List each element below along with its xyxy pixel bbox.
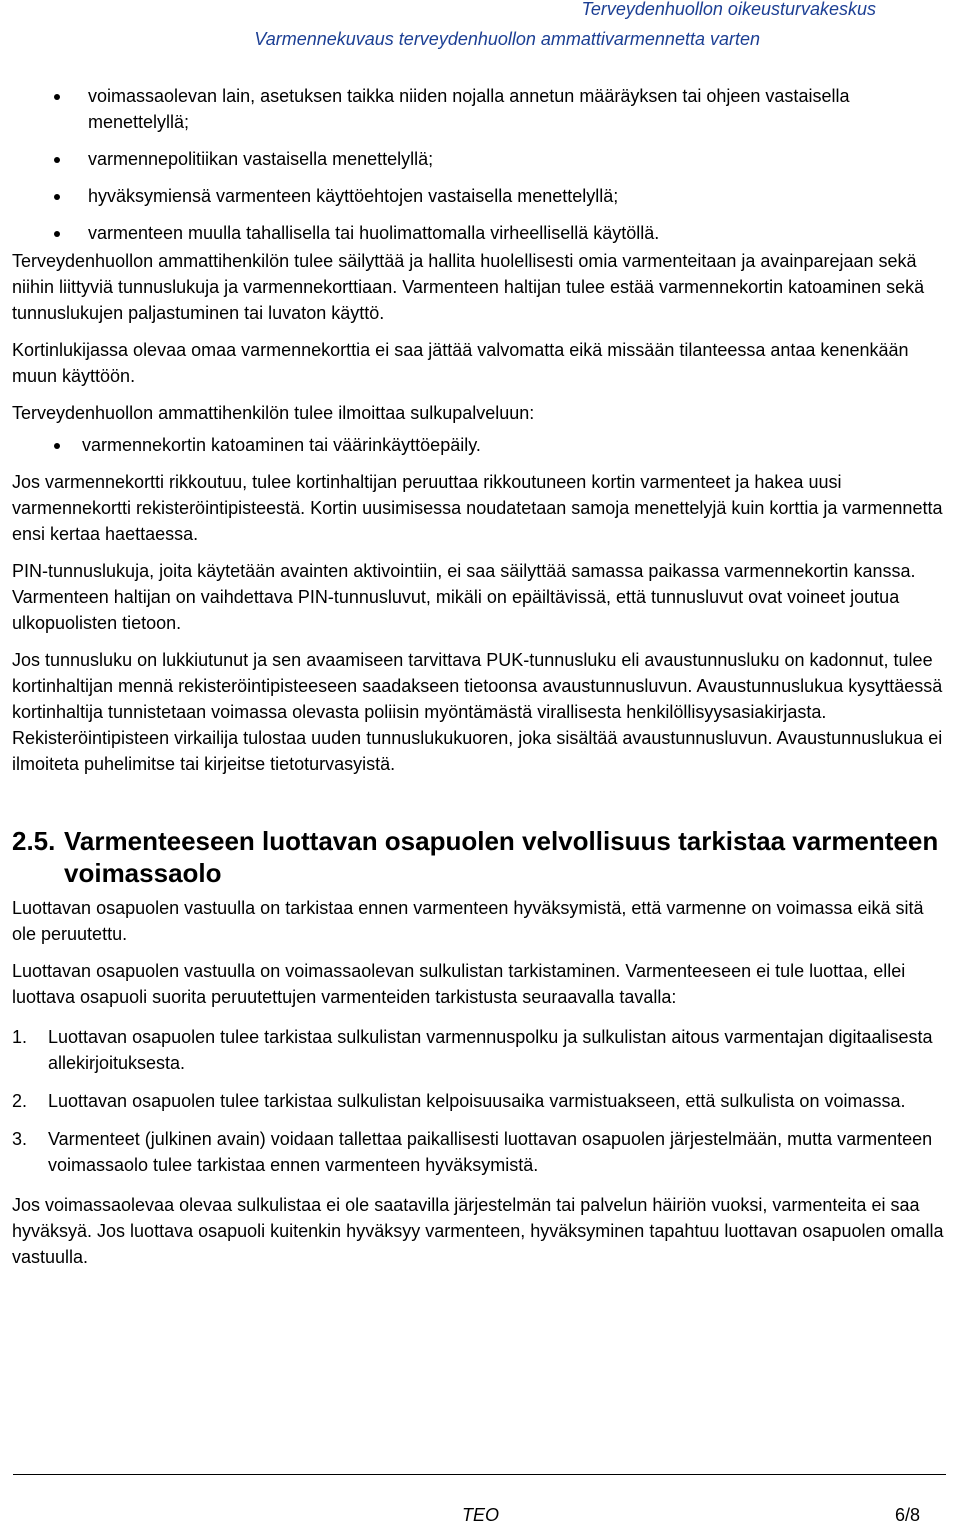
list-item-number: 2. [12, 1091, 28, 1111]
header-document-title: Varmennekuvaus terveydenhuollon ammattivarmennetta varten [254, 29, 760, 49]
bullet-icon [54, 157, 60, 163]
list-item [12, 83, 944, 135]
section-number: 2.5. [12, 826, 56, 856]
page-number: 6/8 [895, 1505, 921, 1525]
list-item-text: Luottavan osapuolen tulee tarkistaa sulkulistan varmennuspolku ja sulkulistan aitous varmentajan digitaalisesta allekirjoituksesta. [48, 1027, 933, 1073]
section-heading [12, 825, 944, 889]
paragraph: Kortinlukijassa olevaa omaa varmennekorttia ei saa jättää valvomatta eikä missään tilanteessa antaa kenenkään muun käyttöön. [12, 340, 909, 386]
paragraph: Terveydenhuollon ammattihenkilön tulee ilmoittaa sulkupalveluun: [12, 403, 535, 423]
list-item-text: Varmenteet (julkinen avain) voidaan tallettaa paikallisesti luottavan osapuolen järjestelmään, mutta varmenteen voimassaolo tulee tarkistaa ennen varmenteen hyväksymistä. [48, 1129, 933, 1175]
footer-divider [13, 1474, 946, 1475]
list-item-number: 3. [12, 1129, 28, 1149]
list-item-text: varmennepolitiikan vastaisella menettelyllä; [88, 149, 434, 169]
paragraph: Jos varmennekortti rikkoutuu, tulee kortinhaltijan peruuttaa rikkoutuneen kortin varmenteet ja hakea uusi varmennekortti rekisteröintipisteestä. Kortin uusimisessa noudatetaan samoja menettelyjä kuin korttia ja varmennetta ensi kertaa haettaessa. [12, 472, 943, 544]
list-item [12, 146, 944, 172]
list-item [12, 1024, 944, 1076]
list-item [12, 1088, 944, 1114]
bullet-icon [54, 194, 60, 200]
paragraph: Jos tunnusluku on lukkiutunut ja sen avaamiseen tarvittava PUK-tunnusluku eli avaustunnusluku on kadonnut, tulee kortinhaltijan mennä rekisteröintipisteeseen saadakseen tietoonsa avaustunnusluvun. Avaustunnuslukua kysyttäessä kortinhaltija tunnistetaan voimassa olevasta poliisin myöntämästä virallisesta henkilöllisyysasiakirjasta. Rekisteröintipisteen virkailija tulostaa uuden tunnuslukukuoren, joka sisältää avaustunnusluvun. Avaustunnuslukua ei ilmoiteta puhelimitse tai kirjeitse tietoturvasyistä. [12, 650, 943, 774]
bullet-icon [54, 443, 60, 449]
bullet-icon [54, 231, 60, 237]
paragraph: Luottavan osapuolen vastuulla on voimassaolevan sulkulistan tarkistaminen. Varmenteeseen ei tule luottaa, ellei luottava osapuoli suorita peruutettujen varmenteiden tarkistusta seuraavalla tavalla: [12, 961, 906, 1007]
list-item-text: varmennekortin katoaminen tai väärinkäyttöepäily. [82, 435, 481, 455]
list-item-number: 1. [12, 1027, 28, 1047]
section-title: Varmenteeseen luottavan osapuolen velvollisuus tarkistaa varmenteen voimassaolo [64, 826, 939, 888]
header-organization: Terveydenhuollon oikeusturvakeskus [581, 0, 876, 19]
list-item [12, 183, 944, 209]
paragraph: PIN-tunnuslukuja, joita käytetään avainten aktivointiin, ei saa säilyttää samassa paikassa varmennekortin kanssa. Varmenteen haltijan on vaihdettava PIN-tunnusluvut, mikäli on epäiltävissä, että tunnusluvut ovat voineet joutua ulkopuolisten tietoon. [12, 561, 916, 633]
list-item [12, 220, 944, 246]
list-item-text: hyväksymiensä varmenteen käyttöehtojen vastaisella menettelyllä; [88, 186, 619, 206]
list-item-text: voimassaolevan lain, asetuksen taikka niiden nojalla annetun määräyksen tai ohjeen vastaisella menettelyllä; [88, 86, 850, 132]
list-item-text: varmenteen muulla tahallisella tai huolimattomalla virheellisellä käytöllä. [88, 223, 660, 243]
list-item-text: Luottavan osapuolen tulee tarkistaa sulkulistan kelpoisuusaika varmistuakseen, että sulkulista on voimassa. [48, 1091, 906, 1111]
document-body [12, 83, 944, 1281]
bullet-list-mid [12, 432, 944, 458]
bullet-list-top [12, 83, 944, 246]
paragraph: Luottavan osapuolen vastuulla on tarkistaa ennen varmenteen hyväksymistä, että varmenne on voimassa eikä sitä ole peruutettu. [12, 898, 924, 944]
numbered-list [12, 1024, 944, 1178]
list-item [12, 432, 944, 458]
paragraph: Jos voimassaolevaa olevaa sulkulistaa ei ole saatavilla järjestelmän tai palvelun häiriön vuoksi, varmenteita ei saa hyväksyä. Jos luottava osapuoli kuitenkin hyväksyy varmenteen, hyväksyminen tapahtuu luottavan osapuolen omalla vastuulla. [12, 1195, 944, 1267]
bullet-icon [54, 94, 60, 100]
footer-organization-abbrev: TEO [462, 1505, 500, 1525]
paragraph: Terveydenhuollon ammattihenkilön tulee säilyttää ja hallita huolellisesti omia varmenteitaan ja avainparejaan sekä niihin liittyviä tunnuslukuja ja varmennekorttiaan. Varmenteen haltijan tulee estää varmennekortin katoaminen sekä tunnuslukujen paljastuminen tai luvaton käyttö. [12, 251, 925, 323]
list-item [12, 1126, 944, 1178]
